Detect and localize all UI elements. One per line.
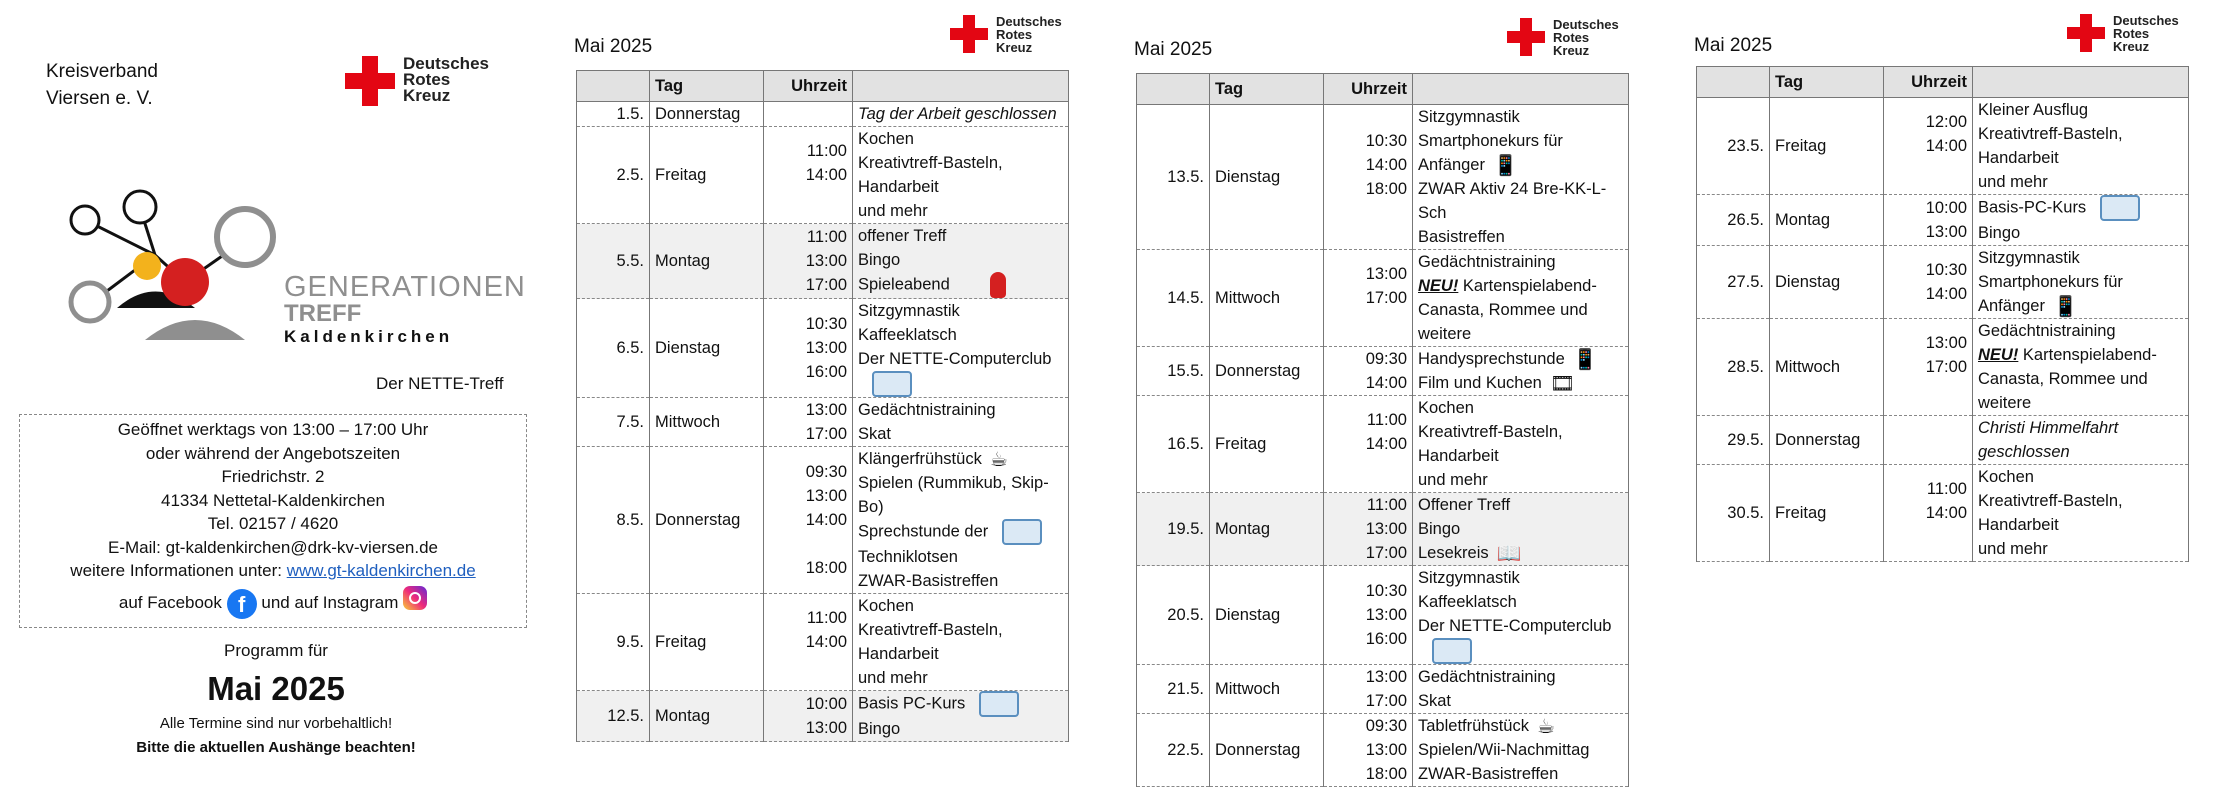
weekday-cell: Freitag (1210, 396, 1324, 493)
computer-icon (872, 371, 912, 397)
table-row (1137, 493, 1629, 566)
event-text: Kochen (858, 597, 914, 615)
drk-logo-small: Deutsches Rotes Kreuz (2067, 14, 2179, 53)
event-cell (1413, 347, 1629, 396)
disclaimer-note: Alle Termine sind nur vorbehaltlich! (159, 715, 393, 732)
event-text: Spielen/Wii-Nachmittag (1418, 741, 1590, 759)
table-row (577, 594, 1069, 691)
time-value: 13:00 (1365, 265, 1407, 283)
date-cell: 9.5. (577, 594, 650, 691)
date-cell: 13.5. (1137, 105, 1210, 250)
date-cell: 16.5. (1137, 396, 1210, 493)
time-cell (764, 224, 853, 299)
weekday-cell: Freitag (650, 594, 764, 691)
time-value (769, 187, 847, 211)
table-row (1697, 416, 2189, 465)
breakfast-icon: ☕ (989, 448, 1008, 471)
time-value: 10:30 (1365, 582, 1407, 600)
time-value (1329, 456, 1407, 480)
event-cell (853, 691, 1069, 742)
event-text: Kochen (1978, 468, 2034, 486)
event-cell (1413, 493, 1629, 566)
time-value (769, 654, 847, 678)
date-cell: 15.5. (1137, 347, 1210, 396)
column-header-uhrzeit: Uhrzeit (1324, 74, 1413, 105)
facebook-icon[interactable]: f (227, 589, 257, 619)
time-value: 18:00 (1365, 765, 1407, 783)
time-value (1889, 158, 1967, 182)
event-text: ZWAR Aktiv 24 Bre-KK-L-Sch (1418, 180, 1607, 222)
contact-info-box: Geöffnet werktags von 13:00 – 17:00 Uhr oder während der Angebotszeiten Friedrichstr. 2 41334 Nettetal-Kaldenkirchen Tel. 02157 / 4620 E-Mail: gt-kaldenkirchen@drk-kv-viersen.de weitere Informationen unter: www.gt-kaldenkirchen.de auf Facebook f und auf Instagram (19, 414, 527, 628)
weekday-cell: Donnerstag (650, 102, 764, 127)
red-cross-icon (950, 15, 988, 53)
table-row (1137, 250, 1629, 347)
time-cell (1324, 105, 1413, 250)
generationen-treff-logo-icon (55, 180, 295, 345)
date-cell: 19.5. (1137, 493, 1210, 566)
book-icon: 📖 (1496, 542, 1522, 565)
event-cell (1973, 416, 2189, 465)
column-header-uhrzeit: Uhrzeit (1884, 67, 1973, 98)
event-text: Kaffeeklatsch (1418, 593, 1517, 611)
date-cell: 20.5. (1137, 566, 1210, 665)
event-text: NEU! Kartenspielabend- (1418, 277, 1597, 295)
schedule-table-1 (576, 70, 1069, 742)
event-text: Skat (1418, 692, 1452, 710)
date-cell: 26.5. (1697, 195, 1770, 246)
event-text: NEU! Kartenspielabend- (1978, 346, 2157, 364)
event-text: ZWAR-Basistreffen (858, 572, 999, 590)
time-value: 12:00 (1925, 113, 1967, 131)
event-text: Bingo (1978, 224, 2021, 242)
time-cell (1324, 714, 1413, 787)
event-text: offener Treff (858, 227, 947, 245)
table-row (1697, 246, 2189, 319)
time-value: 13:00 (805, 339, 847, 357)
time-value: 13:00 (1925, 223, 1967, 241)
weekday-cell: Montag (1770, 195, 1884, 246)
event-text: Klängerfrühstück ☕ (858, 448, 1008, 471)
time-value: 09:30 (1365, 717, 1407, 735)
event-text: Canasta, Rommee und weitere (1418, 301, 1588, 343)
event-text: und mehr (1978, 173, 2048, 191)
time-cell (1884, 319, 1973, 416)
event-text: Smartphonekurs für Anfänger 📱 (1978, 273, 2123, 318)
time-value: 11:00 (806, 228, 847, 246)
event-cell (1973, 195, 2189, 246)
date-cell: 29.5. (1697, 416, 1770, 465)
time-cell (764, 691, 853, 742)
time-cell (764, 127, 853, 224)
program-month: Mai 2025 (207, 670, 345, 707)
time-value: 13:00 (1365, 741, 1407, 759)
event-text: ZWAR-Basistreffen (1418, 765, 1559, 783)
weekday-cell: Freitag (1770, 98, 1884, 195)
column-header (1137, 74, 1210, 105)
column-header-uhrzeit: Uhrzeit (764, 71, 853, 102)
time-cell (764, 102, 853, 127)
weekday-cell: Montag (650, 224, 764, 299)
time-value: 11:00 (806, 609, 847, 627)
weekday-cell: Mittwoch (1770, 319, 1884, 416)
computer-icon (1002, 519, 1042, 545)
event-text: Kochen (1418, 399, 1474, 417)
time-value: 09:30 (1365, 350, 1407, 368)
drk-logo: Deutsches Rotes Kreuz (345, 56, 489, 106)
generationen-treff-wordmark: GENERATIONEN TREFF Kaldenkirchen (284, 271, 526, 346)
time-cell (1324, 396, 1413, 493)
event-cell (853, 447, 1069, 594)
org-name: Kreisverband Viersen e. V. (46, 61, 158, 109)
date-cell: 14.5. (1137, 250, 1210, 347)
table-row (1137, 665, 1629, 714)
column-header-tag: Tag (650, 71, 764, 102)
date-cell: 8.5. (577, 447, 650, 594)
red-cross-icon (345, 56, 395, 106)
table-row (1697, 98, 2189, 195)
time-cell (764, 447, 853, 594)
event-text: Der NETTE-Computerclub (1418, 614, 1623, 664)
date-cell: 12.5. (577, 691, 650, 742)
time-value: 17:00 (805, 276, 847, 294)
time-value: 17:00 (805, 425, 847, 443)
website-link[interactable]: www.gt-kaldenkirchen.de (286, 561, 476, 580)
weekday-cell: Dienstag (1770, 246, 1884, 319)
time-value: 17:00 (1925, 358, 1967, 376)
event-cell (1973, 319, 2189, 416)
event-text: und mehr (1978, 540, 2048, 558)
event-text: Spielen (Rummikub, Skip-Bo) (858, 474, 1049, 516)
event-cell (853, 127, 1069, 224)
weekday-cell: Mittwoch (1210, 665, 1324, 714)
time-value: 11:00 (1926, 480, 1967, 498)
column-header (1697, 67, 1770, 98)
date-cell: 2.5. (577, 127, 650, 224)
event-cell (853, 299, 1069, 398)
event-cell (853, 398, 1069, 447)
drk-logo-small: Deutsches Rotes Kreuz (1507, 18, 1619, 57)
event-text: Gedächtnistraining (1978, 322, 2116, 340)
time-value: 13:00 (805, 487, 847, 505)
table-row (1697, 195, 2189, 246)
nette-treff-label: Der NETTE-Treff (376, 374, 504, 393)
date-cell: 27.5. (1697, 246, 1770, 319)
event-cell (1413, 665, 1629, 714)
table-row (1697, 465, 2189, 562)
time-value: 17:00 (1365, 692, 1407, 710)
table-header-row (577, 71, 1069, 102)
table-row (577, 102, 1069, 127)
time-cell (1324, 566, 1413, 665)
time-cell (764, 594, 853, 691)
table-row (577, 299, 1069, 398)
time-cell (1324, 493, 1413, 566)
event-cell (853, 594, 1069, 691)
time-cell (764, 398, 853, 447)
column-header (577, 71, 650, 102)
event-text: Film und Kuchen 🎞 (1418, 372, 1576, 395)
event-text: Bingo (1418, 520, 1461, 538)
weekday-cell: Dienstag (650, 299, 764, 398)
table-row (1137, 347, 1629, 396)
event-text: Skat (858, 425, 892, 443)
month-heading-3: Mai 2025 (1694, 35, 1773, 56)
time-cell (1324, 665, 1413, 714)
table-row (1697, 319, 2189, 416)
time-value: 14:00 (805, 511, 847, 529)
event-cell (853, 224, 1069, 299)
table-row (577, 224, 1069, 299)
event-text: Christi Himmelfahrt geschlossen (1978, 419, 2119, 461)
event-cell (853, 102, 1069, 127)
time-value: 13:00 (1925, 334, 1967, 352)
red-cross-icon (1507, 18, 1545, 56)
time-value: 10:30 (1925, 261, 1967, 279)
event-text: und mehr (858, 202, 928, 220)
month-heading-1: Mai 2025 (574, 36, 653, 57)
date-cell: 21.5. (1137, 665, 1210, 714)
table-row (1137, 714, 1629, 787)
event-text: Kreativtreff-Basteln, Handarbeit (1418, 423, 1563, 465)
film-reel-icon: 🎞 (1549, 372, 1576, 395)
event-text: Kleiner Ausflug (1978, 101, 2089, 119)
time-value: 14:00 (1365, 435, 1407, 453)
date-cell: 28.5. (1697, 319, 1770, 416)
event-text: Techniklotsen (858, 548, 958, 566)
event-text: Sitzgymnastik (1978, 249, 2080, 267)
time-value (1889, 379, 1967, 403)
time-value: 14:00 (1925, 137, 1967, 155)
time-value (769, 102, 847, 126)
table-row (1137, 105, 1629, 250)
weekday-cell: Donnerstag (1210, 347, 1324, 396)
time-cell (1884, 416, 1973, 465)
event-text: Bingo (858, 251, 901, 269)
date-cell: 5.5. (577, 224, 650, 299)
time-value: 16:00 (805, 363, 847, 381)
time-value: 11:00 (806, 142, 847, 160)
table-row (577, 691, 1069, 742)
event-text: Kreativtreff-Basteln, Handarbeit (1978, 492, 2123, 534)
weekday-cell: Montag (1210, 493, 1324, 566)
time-value: 10:00 (805, 695, 847, 713)
time-value: 10:30 (1365, 132, 1407, 150)
event-text: Sitzgymnastik (1418, 569, 1520, 587)
date-cell: 30.5. (1697, 465, 1770, 562)
time-value: 13:00 (805, 401, 847, 419)
event-cell (1413, 396, 1629, 493)
phone-icon: 📱 (2052, 295, 2078, 318)
weekday-cell: Dienstag (1210, 105, 1324, 250)
table-header-row (1137, 74, 1629, 105)
event-text: Sitzgymnastik (858, 302, 960, 320)
computer-icon (1432, 638, 1472, 664)
event-text: Gedächtnistraining (858, 401, 996, 419)
schedule-table-3 (1696, 66, 2189, 562)
event-text: Basistreffen (1418, 228, 1505, 246)
event-text: Sitzgymnastik (1418, 108, 1520, 126)
table-header-row (1697, 67, 2189, 98)
time-value: 14:00 (1365, 374, 1407, 392)
event-text: Tabletfrühstück ☕ (1418, 715, 1555, 738)
time-cell (1884, 98, 1973, 195)
time-value: 18:00 (805, 559, 847, 577)
event-cell (1973, 465, 2189, 562)
column-header-tag: Tag (1770, 67, 1884, 98)
event-text: Spieleabend (858, 272, 1063, 298)
weekday-cell: Freitag (1770, 465, 1884, 562)
event-cell (1973, 98, 2189, 195)
table-row (1137, 566, 1629, 665)
event-text: Gedächtnistraining (1418, 253, 1556, 271)
time-cell (1884, 195, 1973, 246)
event-text: Handysprechstunde 📱 (1418, 348, 1598, 371)
drk-logo-small: Deutsches Rotes Kreuz (950, 15, 1062, 54)
column-header (1973, 67, 2189, 98)
event-text: Kochen (858, 130, 914, 148)
table-row (1137, 396, 1629, 493)
event-text: Sprechstunde der (858, 519, 1063, 545)
phone-icon: 📱 (1492, 154, 1518, 177)
event-text: Kreativtreff-Basteln, Handarbeit (1978, 125, 2123, 167)
event-text: Basis PC-Kurs (858, 691, 1063, 717)
event-text: Offener Treff (1418, 496, 1511, 514)
time-value: 14:00 (805, 166, 847, 184)
time-value: 17:00 (1365, 544, 1407, 562)
phone-icon: 📱 (1572, 348, 1598, 371)
time-value: 11:00 (1366, 411, 1407, 429)
event-text: und mehr (858, 669, 928, 687)
time-value: 10:30 (805, 315, 847, 333)
event-text: Kaffeeklatsch (858, 326, 957, 344)
event-cell (1973, 246, 2189, 319)
column-header (1413, 74, 1629, 105)
time-value: 14:00 (1925, 285, 1967, 303)
weekday-cell: Mittwoch (650, 398, 764, 447)
computer-icon (979, 691, 1019, 717)
column-header-tag: Tag (1210, 74, 1324, 105)
weekday-cell: Mittwoch (1210, 250, 1324, 347)
event-text: Canasta, Rommee und weitere (1978, 370, 2148, 412)
time-value: 18:00 (1365, 180, 1407, 198)
event-cell (1413, 250, 1629, 347)
time-value (1889, 428, 1967, 452)
time-value: 11:00 (1366, 496, 1407, 514)
event-text: Kreativtreff-Basteln, Handarbeit (858, 154, 1003, 196)
date-cell: 23.5. (1697, 98, 1770, 195)
time-cell (1884, 246, 1973, 319)
time-value (1329, 201, 1407, 225)
program-label: Programm für (224, 641, 328, 660)
time-value (1329, 310, 1407, 334)
table-row (577, 127, 1069, 224)
event-cell (1413, 105, 1629, 250)
event-text: Bingo (858, 720, 901, 738)
instagram-icon[interactable] (403, 586, 427, 610)
month-heading-2: Mai 2025 (1134, 39, 1213, 60)
weekday-cell: Donnerstag (1210, 714, 1324, 787)
time-value: 13:00 (1365, 606, 1407, 624)
time-value: 13:00 (1365, 668, 1407, 686)
time-cell (1324, 347, 1413, 396)
time-value: 14:00 (805, 633, 847, 651)
event-cell (1413, 566, 1629, 665)
schedule-table-2 (1136, 73, 1629, 787)
date-cell: 22.5. (1137, 714, 1210, 787)
time-value: 16:00 (1365, 630, 1407, 648)
time-value: 10:00 (1925, 199, 1967, 217)
event-text: Der NETTE-Computerclub (858, 347, 1063, 397)
date-cell: 6.5. (577, 299, 650, 398)
table-row (577, 447, 1069, 594)
time-cell (1324, 250, 1413, 347)
table-row (577, 398, 1069, 447)
time-value: 13:00 (805, 719, 847, 737)
time-value: 17:00 (1365, 289, 1407, 307)
event-text: Kreativtreff-Basteln, Handarbeit (858, 621, 1003, 663)
time-value: 13:00 (1365, 520, 1407, 538)
red-cross-icon (2067, 14, 2105, 52)
event-text: Basis-PC-Kurs (1978, 195, 2183, 221)
time-value: 14:00 (1365, 156, 1407, 174)
time-cell (764, 299, 853, 398)
event-text: Tag der Arbeit geschlossen (858, 105, 1057, 123)
game-pawn-icon (990, 272, 1006, 298)
weekday-cell: Donnerstag (650, 447, 764, 594)
column-header (853, 71, 1069, 102)
date-cell: 1.5. (577, 102, 650, 127)
weekday-cell: Donnerstag (1770, 416, 1884, 465)
time-value: 09:30 (805, 463, 847, 481)
time-cell (1884, 465, 1973, 562)
computer-icon (2100, 195, 2140, 221)
weekday-cell: Dienstag (1210, 566, 1324, 665)
time-value: 13:00 (805, 252, 847, 270)
time-value (1889, 525, 1967, 549)
event-text: Gedächtnistraining (1418, 668, 1556, 686)
event-text: Smartphonekurs für Anfänger 📱 (1418, 132, 1563, 177)
weekday-cell: Montag (650, 691, 764, 742)
date-cell: 7.5. (577, 398, 650, 447)
time-value (769, 532, 847, 556)
notice-note: Bitte die aktuellen Aushänge beachten! (136, 739, 416, 756)
weekday-cell: Freitag (650, 127, 764, 224)
time-value: 14:00 (1925, 504, 1967, 522)
breakfast-icon: ☕ (1536, 715, 1555, 738)
event-cell (1413, 714, 1629, 787)
event-text: Lesekreis 📖 (1418, 542, 1522, 565)
event-text: und mehr (1418, 471, 1488, 489)
